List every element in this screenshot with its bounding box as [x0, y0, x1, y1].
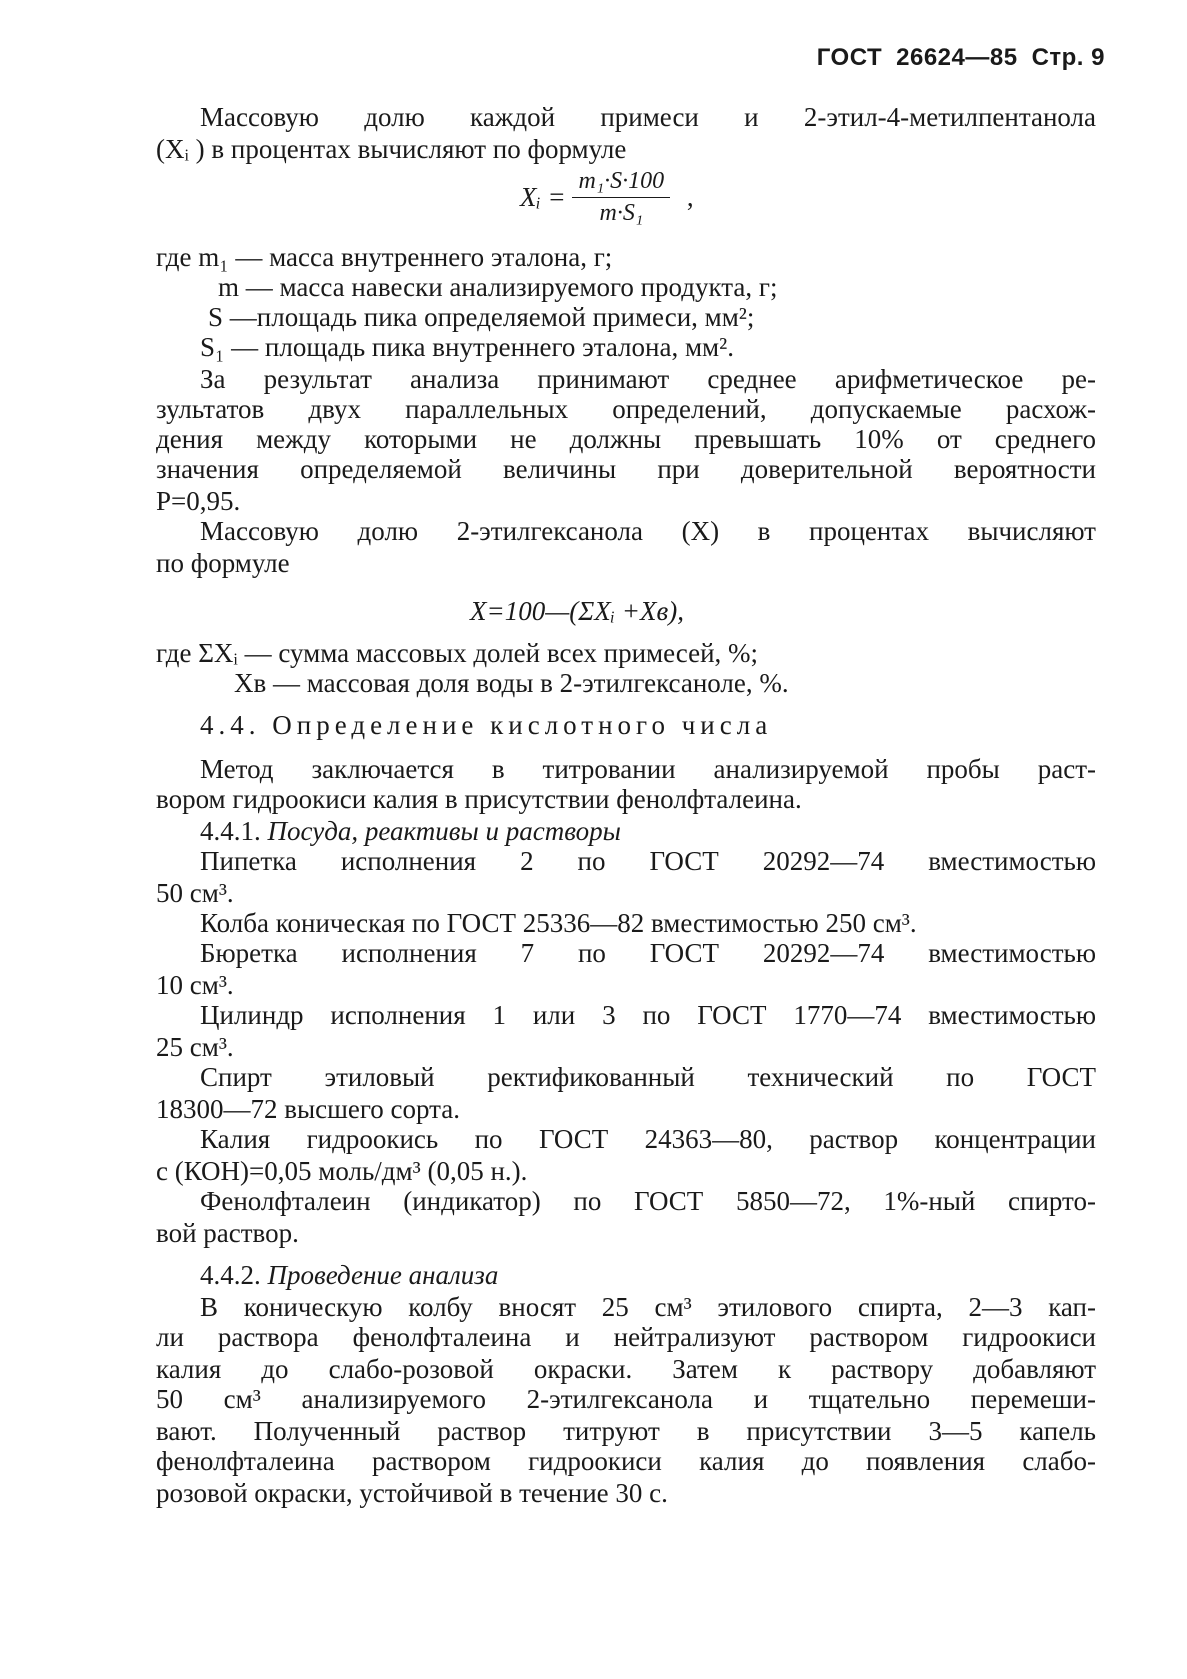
text-line: Колба коническая по ГОСТ 25336—82 вместимостью 250 см³. [200, 908, 917, 938]
text-line: 10 см³. [156, 970, 234, 1000]
formula-fraction [572, 168, 670, 227]
text-line: (Xᵢ ) в процентах вычисляют по формуле [156, 134, 627, 164]
text-line: 18300—72 высшего сорта. [156, 1094, 461, 1124]
text-line: Xв — массовая доля воды в 2-этилгексаноле, %. [234, 668, 789, 698]
page-header [803, 44, 1105, 72]
heading-title: Проведение анализа [267, 1260, 499, 1290]
text-line: 25 см³. [156, 1032, 234, 1062]
text-line: ли раствора фенолфталеина и нейтрализуют раствором гидроокиси [156, 1322, 1096, 1352]
header-number: 26624—85 [896, 44, 1018, 71]
text-line: 50 см³. [156, 878, 234, 908]
heading-title: Посуда, реактивы и растворы [267, 816, 621, 846]
header-gost: ГОСТ [816, 44, 883, 71]
subsection-heading-4-4-1 [200, 818, 1096, 845]
text-line: P=0,95. [156, 486, 241, 516]
text-line: где m₁ — масса внутреннего эталона, г; [156, 242, 613, 272]
formula-x: X=100—(ΣXᵢ +Xв), [470, 596, 684, 626]
section-heading-4-4: 4.4. Определение кислотного числа [200, 710, 773, 740]
heading-number: 4.4.1. [200, 816, 261, 846]
formula-lhs: Xᵢ = [520, 182, 566, 212]
formula-numerator: m₁·S·100 [572, 168, 670, 198]
text-line: фенолфталеина раствором гидроокиси калия до появления слабо- [156, 1446, 1096, 1476]
text-line: S —площадь пика определяемой примеси, мм²; [208, 302, 755, 332]
text-line: где ΣXᵢ — сумма массовых долей всех примесей, %; [156, 638, 759, 668]
text-line: вой раствор. [156, 1218, 299, 1248]
text-line: 50 см³ анализируемого 2-этилгексанола и тщательно перемеши- [156, 1384, 1096, 1414]
text-line: Пипетка исполнения 2 по ГОСТ 20292—74 вместимостью [200, 846, 1096, 876]
text-line: вают. Полученный раствор титруют в присутствии 3—5 капель [156, 1416, 1096, 1446]
header-page: Стр. 9 [1031, 44, 1105, 71]
text-line: по формуле [156, 548, 290, 578]
text-line: Бюретка исполнения 7 по ГОСТ 20292—74 вместимостью [200, 938, 1096, 968]
text-line: S₁ — площадь пика внутреннего эталона, мм². [200, 332, 734, 362]
text-line: Фенолфталеин (индикатор) по ГОСТ 5850—72, 1%-ный спирто- [200, 1186, 1096, 1216]
formula-comma: , [686, 182, 694, 212]
text-line: В коническую колбу вносят 25 см³ этилового спирта, 2—3 кап- [200, 1292, 1096, 1322]
text-line: Калия гидроокись по ГОСТ 24363—80, раствор концентрации [200, 1124, 1096, 1154]
text-line: розовой окраски, устойчивой в течение 30 с. [156, 1478, 668, 1508]
text-line: значения определяемой величины при доверительной вероятности [156, 454, 1096, 484]
text-line: зультатов двух параллельных определений, допускаемые расхож- [156, 394, 1096, 424]
text-line: Массовую долю 2-этилгексанола (X) в процентах вычисляют [200, 516, 1096, 546]
formula-denominator: m·S₁ [599, 200, 644, 226]
text-line: Метод заключается в титровании анализируемой пробы раст- [200, 754, 1096, 784]
text-line: Цилиндр исполнения 1 или 3 по ГОСТ 1770—74 вместимостью [200, 1000, 1096, 1030]
text-line: калия до слабо-розовой окраски. Затем к раствору добавляют [156, 1354, 1096, 1384]
text-line: c (КОН)=0,05 моль/дм³ (0,05 н.). [156, 1156, 528, 1186]
formula-xi [520, 168, 694, 227]
subsection-heading-4-4-2 [200, 1262, 1096, 1289]
heading-number: 4.4.2. [200, 1260, 261, 1290]
text-line: дения между которыми не должны превышать 10% от среднего [156, 424, 1096, 454]
text-line: Массовую долю каждой примеси и 2-этил-4-метилпентанола [200, 102, 1096, 132]
text-line: вором гидроокиси калия в присутствии фенолфталеина. [156, 784, 802, 814]
text-line: За результат анализа принимают среднее арифметическое ре- [200, 364, 1096, 394]
text-line: m — масса навески анализируемого продукта, г; [218, 272, 778, 302]
text-line: Спирт этиловый ректификованный технический по ГОСТ [200, 1062, 1096, 1092]
